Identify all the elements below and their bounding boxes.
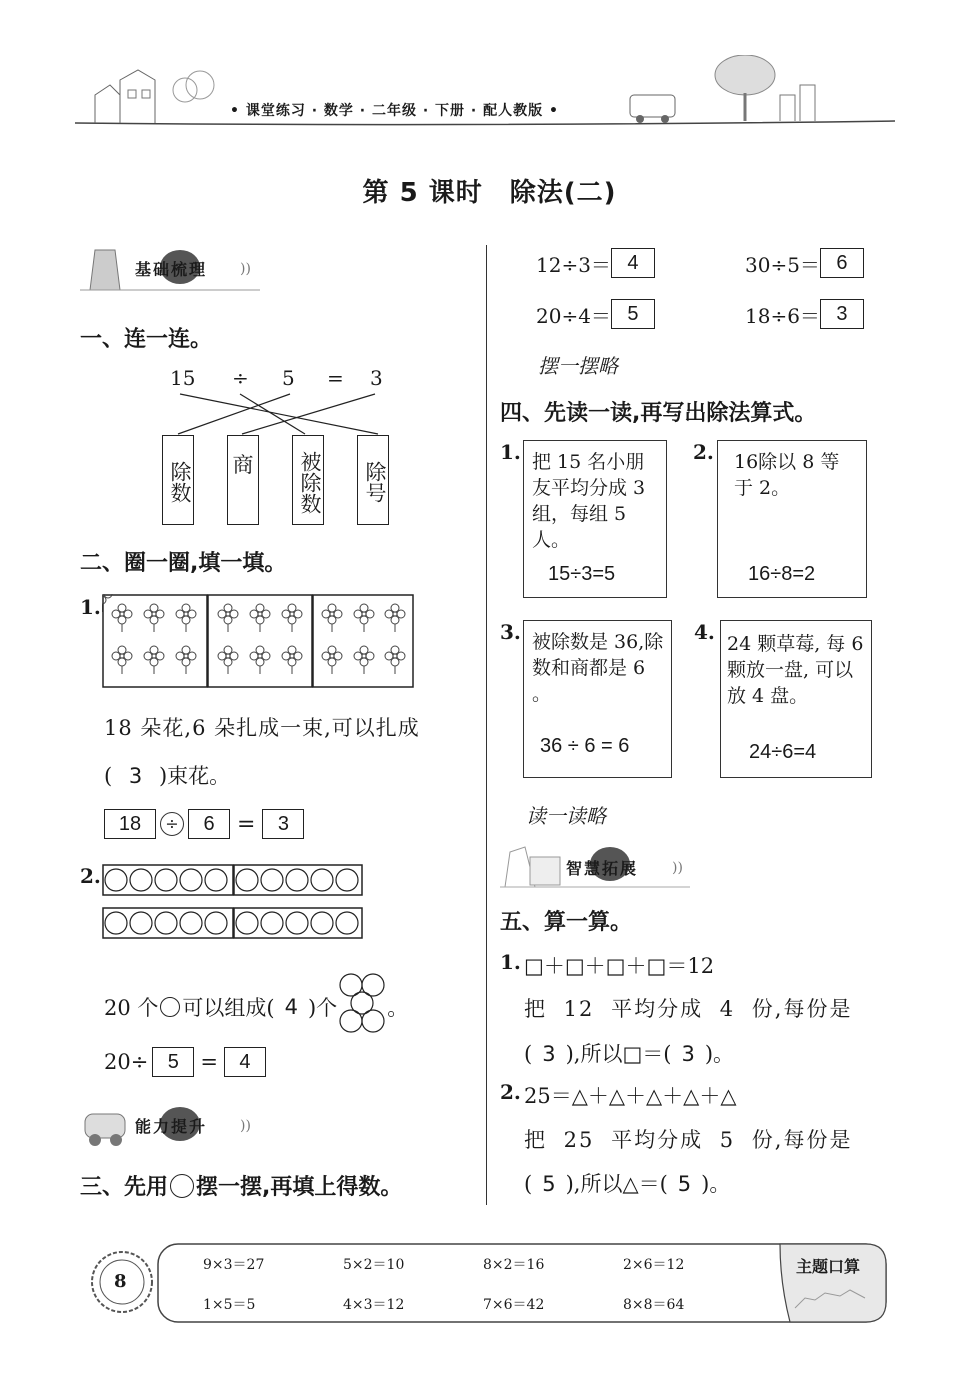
four-circles-icon: [337, 972, 387, 1034]
eq-box-divisor: 6: [188, 809, 230, 839]
s5-q2-mid: ),所以△＝(: [565, 1172, 668, 1196]
s1-box-divisor: 除数: [162, 435, 194, 525]
header-illustration: [0, 55, 979, 135]
circle-grid: [102, 864, 364, 940]
s4-card-1: [523, 440, 667, 598]
oral-7: 7×6＝42: [483, 1297, 545, 1313]
column-divider: [486, 245, 487, 1205]
s4-card-4-answer: 24÷6=4: [749, 741, 817, 763]
s2-q2-text-c: )个: [307, 996, 338, 1020]
oral-8: 8×8＝64: [623, 1297, 685, 1313]
s3-heading-a: 三、先用: [80, 1175, 169, 1200]
s5-q2-end: )。: [701, 1172, 731, 1196]
eq-box-quotient: 3: [262, 809, 304, 839]
s3-item-4: [745, 299, 864, 329]
s2-q2-answer: 4: [284, 995, 298, 1019]
s2-q2-number: 2.: [80, 864, 101, 888]
flower-groups: [102, 594, 414, 692]
oral-5: 1×5＝5: [203, 1297, 256, 1313]
s3-item-3: [536, 299, 655, 329]
s5-q2-answer-2: 5: [677, 1172, 692, 1196]
s5-q2-line1: 把 25 平均分成 5 份,每份是: [524, 1128, 853, 1152]
s5-q2-line2: [524, 1168, 730, 1198]
badge-wisdom-label: 智慧拓展: [566, 859, 639, 878]
s4-card-4-text: 24 颗草莓, 每 6 颗放一盘, 可以放 4 盘。: [727, 633, 864, 707]
s5-q1-paren-open: (: [524, 1042, 533, 1066]
s5-q1-line2: [524, 1038, 734, 1068]
s4-card-1-answer: 15÷3=5: [548, 563, 616, 585]
s3-item-4-ans: 3: [820, 299, 864, 329]
s2-q2-text-b: 可以组成(: [182, 996, 275, 1020]
s4-note: 读一读略: [526, 804, 606, 828]
s4-card-1-number: 1.: [500, 440, 521, 464]
s3-item-2-ans: 6: [820, 248, 864, 278]
page-number: 8: [114, 1271, 127, 1292]
s1-box-dividend: 被除数: [292, 435, 324, 525]
s2-q1-number: 1.: [80, 595, 101, 619]
s4-card-2-answer: 16÷8=2: [748, 563, 816, 585]
s2-q2-text-a: 20 个: [104, 996, 159, 1020]
s3-item-3-expr: 20÷4＝: [536, 303, 611, 328]
s4-card-3-answer: 36 ÷ 6 = 6: [540, 735, 630, 757]
eq-quotient: 3: [370, 366, 383, 390]
s1-heading: 一、连一连。: [80, 327, 213, 352]
s2-q2-equals: =: [200, 1050, 218, 1074]
eq-op-circle: ÷: [160, 812, 184, 836]
footer-label: 主题口算: [796, 1257, 861, 1276]
s2-q1-fill-close: )束花。: [158, 764, 231, 788]
s4-card-4: [720, 620, 872, 778]
svg-text:)): )): [240, 1118, 251, 1134]
s2-q2-dividend: 20÷: [104, 1050, 149, 1074]
s1-box-quotient: 商: [227, 435, 259, 525]
s2-q1-equation: [104, 809, 304, 839]
flower-grid: [102, 594, 414, 688]
s4-card-3: [523, 620, 672, 778]
s5-q1-line1: 把 12 平均分成 4 份,每份是: [524, 997, 853, 1021]
svg-text:)): )): [672, 860, 683, 876]
s5-q1-answer-1: 3: [542, 1042, 556, 1066]
eq-divisor: 5: [282, 366, 295, 390]
s2-q2-equation: [104, 1047, 266, 1077]
s5-q2-paren-open: (: [524, 1172, 533, 1196]
footer-bar: [90, 1238, 890, 1328]
s3-heading: [80, 1170, 402, 1201]
s4-card-3-text: 被除数是 36,除数和商都是 6 。: [532, 631, 664, 705]
s5-q1-answer-2: 3: [681, 1042, 695, 1066]
badge-basic-label: 基础梳理: [135, 260, 208, 279]
s2-q1-text: 18 朵花,6 朵扎成一束,可以扎成: [104, 716, 420, 740]
s2-q2-text-d: 。: [387, 996, 409, 1020]
s5-q1-number: 1.: [500, 950, 521, 974]
series-header: • 课堂练习 · 数学 · 二年级 · 下册 · 配人教版 •: [230, 103, 559, 119]
oral-6: 4×3＝12: [343, 1297, 405, 1313]
s5-q1-end: )。: [704, 1042, 735, 1066]
s5-heading: 五、算一算。: [500, 910, 633, 935]
badge-wisdom: [500, 842, 700, 892]
small-circle-icon: [160, 997, 180, 1017]
footer-frame: [90, 1238, 890, 1328]
s5-q2-number: 2.: [500, 1080, 521, 1104]
svg-text:)): )): [240, 261, 251, 277]
s2-q2-box-divisor: 5: [152, 1047, 194, 1077]
s2-q2-text: [104, 980, 408, 1034]
circle-icon: [170, 1174, 194, 1198]
s3-note: 摆一摆略: [538, 354, 618, 378]
s4-card-2-number: 2.: [693, 440, 714, 464]
oral-4: 2×6＝12: [623, 1257, 685, 1273]
oral-3: 8×2＝16: [483, 1257, 545, 1273]
s3-item-3-ans: 5: [611, 299, 655, 329]
s3-item-4-expr: 18÷6＝: [745, 303, 820, 328]
s3-item-2-expr: 30÷5＝: [745, 252, 820, 277]
s3-heading-b: 摆一摆,再填上得数。: [196, 1175, 403, 1200]
eq-equals-sign: =: [237, 811, 256, 837]
s2-q1-fill-open: (: [104, 764, 113, 788]
circle-groups: [102, 864, 364, 944]
s4-card-2-text: 16除以 8 等于 2。: [734, 451, 840, 499]
s3-item-1-ans: 4: [611, 248, 655, 278]
s3-item-1: [536, 248, 655, 278]
s4-card-4-number: 4.: [694, 620, 715, 644]
badge-ability-label: 能力提升: [135, 1117, 208, 1136]
s5-q1-mid: ),所以□＝(: [565, 1042, 672, 1066]
s5-q2-answer-1: 5: [542, 1172, 556, 1196]
oral-1: 9×3＝27: [203, 1257, 265, 1273]
eq-divide-sign: ÷: [232, 366, 249, 390]
s3-item-1-expr: 12÷3＝: [536, 252, 611, 277]
s2-q1-answer: 3: [128, 764, 143, 788]
s4-card-1-text: 把 15 名小朋友平均分成 3组，每组 5人。: [532, 451, 646, 551]
eq-equals: =: [327, 366, 344, 390]
oral-2: 5×2＝10: [343, 1257, 405, 1273]
s4-card-2: [717, 440, 867, 598]
s4-heading: 四、先读一读,再写出除法算式。: [500, 401, 817, 426]
s2-q2-box-quotient: 4: [224, 1047, 266, 1077]
s5-q1-equation: □＋□＋□＋□＝12: [524, 954, 715, 978]
s2-q1-fill: [104, 760, 230, 790]
s2-heading: 二、圈一圈,填一填。: [80, 551, 287, 576]
header-decoration: [0, 55, 979, 135]
badge-basic: [80, 245, 270, 295]
s5-q2-equation: 25＝△＋△＋△＋△＋△: [524, 1084, 737, 1108]
s1-connect-lines: [160, 392, 400, 437]
eq-box-dividend: 18: [104, 809, 156, 839]
badge-ability: [80, 1102, 270, 1152]
page-title: 第 5 课时 除法(二): [362, 178, 617, 208]
s4-card-3-number: 3.: [500, 620, 521, 644]
eq-dividend: 15: [170, 366, 196, 390]
s1-box-divsign: 除号: [357, 435, 389, 525]
s3-item-2: [745, 248, 864, 278]
